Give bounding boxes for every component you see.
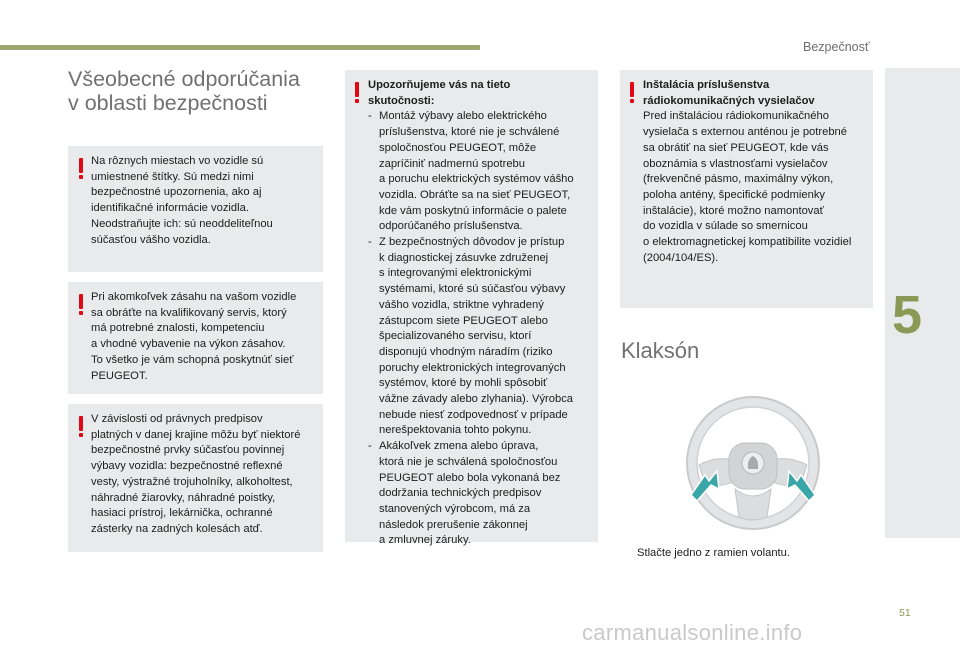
- heading-general-safety: Všeobecné odporúčania v oblasti bezpečnosti: [68, 67, 300, 115]
- note-text: Na rôznych miestach vo vozidle sú umiestnené štítky. Sú medzi nimi bezpečnostné upozornenia, ako aj identifikačné informácie vozidla. Neodstraňujte ich: sú neoddeliteľnou súčasťou vášho vozidla.: [91, 155, 273, 246]
- chapter-number: 5: [892, 285, 923, 345]
- note-box-labels: [68, 146, 323, 272]
- note-box-service: [68, 282, 323, 394]
- heading-horn: Klaksón: [621, 338, 700, 363]
- exclamation-warning-icon: [78, 158, 84, 180]
- exclamation-warning-icon: [354, 82, 360, 104]
- warning-box-accessories: [345, 70, 598, 547]
- warning-box-radio-installation: [620, 70, 873, 308]
- instruction-press-horn: [621, 546, 790, 561]
- note-text: Pri akomkoľvek zásahu na vašom vozidle sa obráťte na kvalifikovaný servis, ktorý má potrebné znalosti, kompetenciu a vhodné vybavenie na výkon zásahov. To všetko je vám schopná poskytnúť sieť PEUGEOT.: [91, 291, 297, 382]
- header-accent-bar: [0, 45, 480, 50]
- section-label: Bezpečnosť: [803, 40, 870, 54]
- list-dash: -: [368, 236, 372, 249]
- list-dash: -: [368, 440, 372, 453]
- installation-title: Inštalácia príslušenstva rádiokomunikačných vysielačov: [643, 79, 815, 107]
- note-box-mandatory-equipment: [68, 404, 323, 552]
- list-item-text: Z bezpečnostných dôvodov je prístup k diagnostickej zásuvke združenej s integrovanými elektronickými systémami, ktoré sú súčasťou výbavy vášho vozidla, striktne vyhradený zástupcom siete PEUGEOT alebo špecializovaného servisu, ktorí disponujú vhodným náradím (riziko poruchy elektronických integrovaných systémov, ktoré by mohli spôsobiť vážne závady alebo zlyhania). Výrobca nebude niesť zodpovednosť v prípade nerešpektovania tohto pokynu.: [379, 236, 574, 437]
- page-number: 51: [899, 607, 911, 619]
- installation-text: Pred inštaláciou rádiokomunikačného vysielača s externou anténou je potrebné sa obrátiť na sieť PEUGEOT, kde vás oboznámia s vlastnosťami vysielačov (frekvenčné pásmo, maximálny výkon, poloha antény, špecifické podmienky inštalácie), ktoré možno namontovať do vozidla v súlade so smernicou o elektromagnetickej kompatibilite vozidiel (2004/104/ES).: [643, 110, 852, 264]
- list-dash: -: [368, 110, 372, 123]
- list-item-text: Montáž výbavy alebo elektrického príslušenstva, ktoré nie je schválené spoločnosťou PEUGEOT, môže zapríčiniť nadmernú spotrebu a poruchu elektrických systémov vášho vozidla. Obráťte sa na sieť PEUGEOT, kde vám poskytnú informácie o palete odporúčaného príslušenstva.: [379, 110, 574, 233]
- steering-wheel-illustration: [683, 393, 823, 533]
- exclamation-warning-icon: [629, 82, 635, 104]
- note-text: V závislosti od právnych predpisov platných v danej krajine môžu byť niektoré bezpečnostné prvky súčasťou povinnej výbavy vozidla: bezpečnostné reflexné vesty, výstražné trojuholníky, alkoholtest, náhradné žiarovky, náhradné poistky, hasiaci prístroj, lekárnička, ochranné zásterky na zadných kolesách atď.: [91, 413, 301, 535]
- warning-title: Upozorňujeme vás na tieto skutočnosti:: [368, 79, 511, 107]
- list-item: [368, 439, 596, 549]
- exclamation-warning-icon: [78, 416, 84, 438]
- watermark: carmanualsonline.info: [582, 620, 803, 645]
- instruction-text: Stlačte jedno z ramien volantu.: [637, 547, 790, 559]
- list-item-text: Akákoľvek zmena alebo úprava, ktorá nie je schválená spoločnosťou PEUGEOT alebo bola vykonaná bez dodržania technických predpisov stanovených výrobcom, má za následok prerušenie zákonnej a zmluvnej záruky.: [379, 440, 561, 547]
- exclamation-warning-icon: [78, 294, 84, 316]
- list-item: [368, 235, 596, 439]
- list-item: [368, 109, 596, 235]
